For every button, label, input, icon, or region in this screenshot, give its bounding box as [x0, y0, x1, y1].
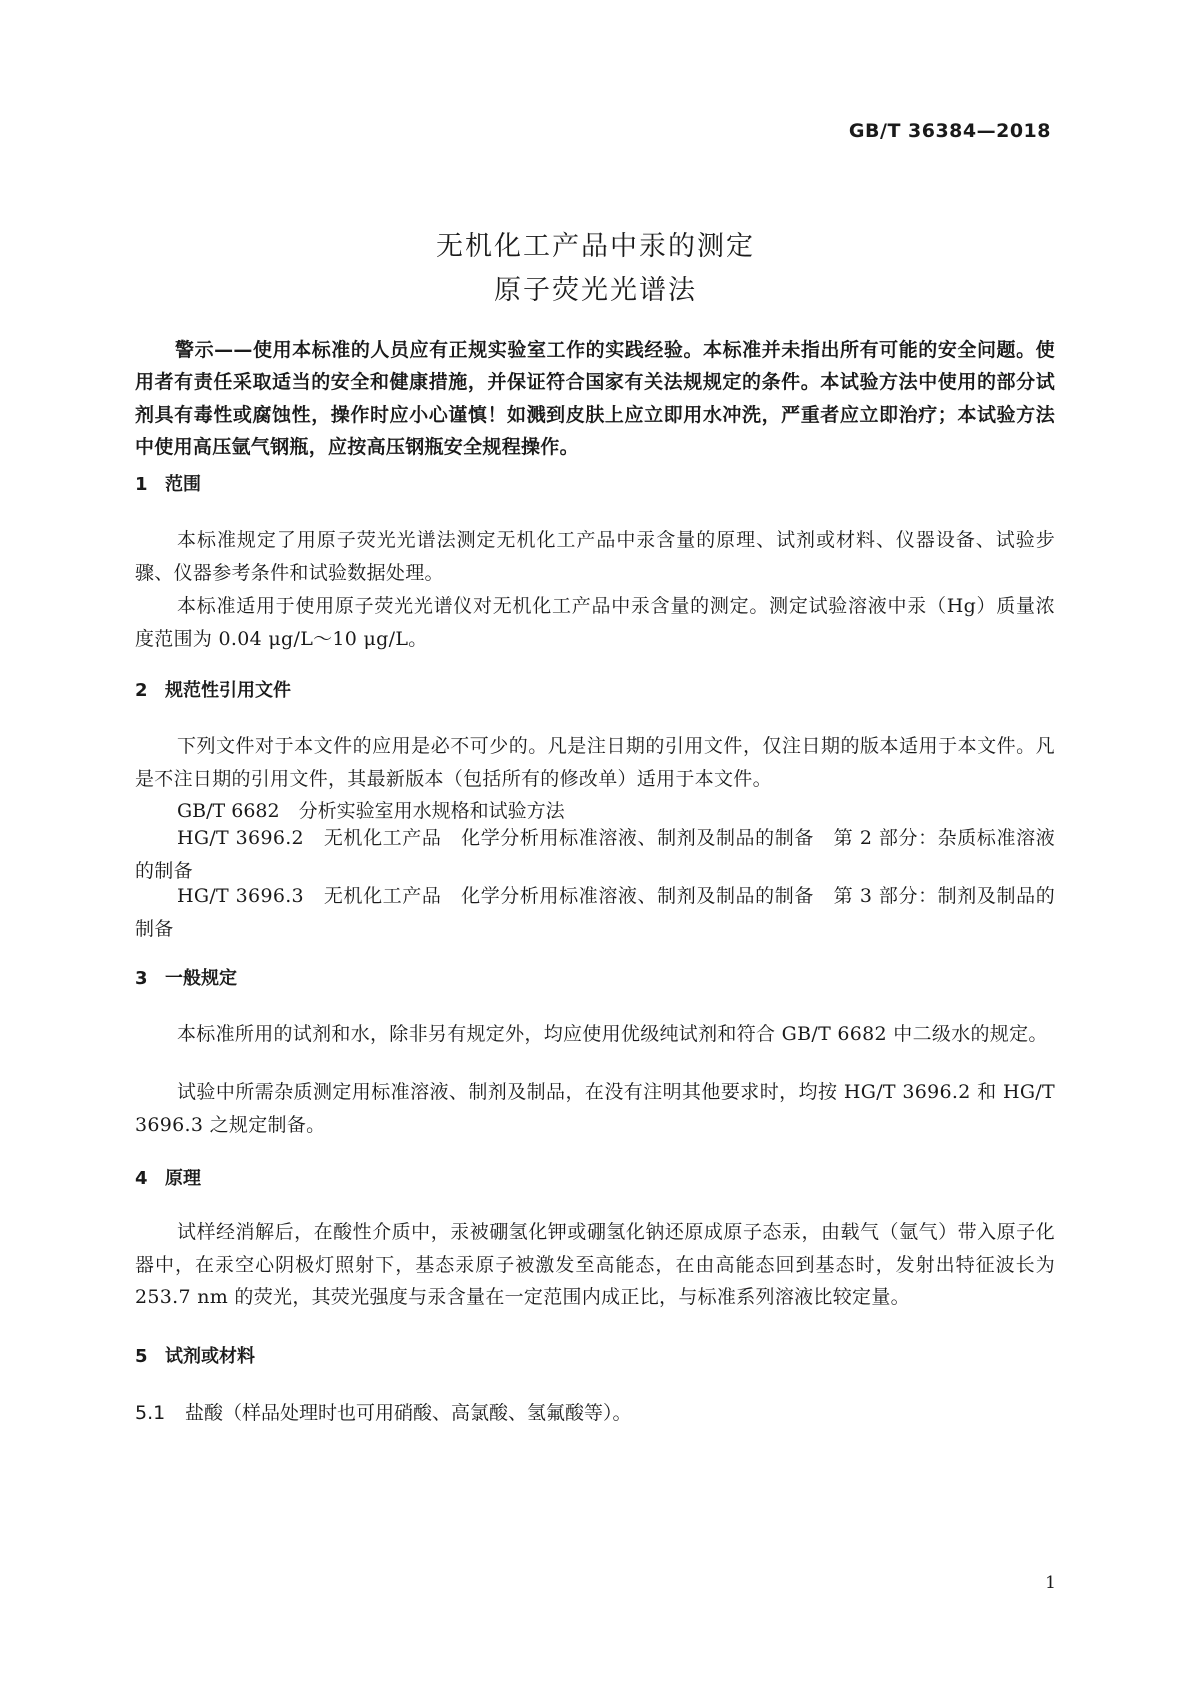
section-4-paragraph-1: 试样经消解后，在酸性介质中，汞被硼氢化钾或硼氢化钠还原成原子态汞，由载气（氩气）带入原子化器中，在汞空心阴极灯照射下，基态汞原子被激发至高能态，在由高能态回到基态时，发射出特征波长为 253.7 nm 的荧光，其荧光强度与汞含量在一定范围内成正比，与标准系列溶液比较定量。 — [135, 1221, 1055, 1308]
clause-text: 盐酸（样品处理时也可用硝酸、高氯酸、氢氟酸等）。 — [185, 1402, 632, 1424]
section-3-paragraph-2: 试验中所需杂质测定用标准溶液、制剂及制品，在没有注明其他要求时，均按 HG/T 3696.2 和 HG/T 3696.3 之规定制备。 — [135, 1081, 1055, 1136]
section-3-paragraph-1: 本标准所用的试剂和水，除非另有规定外，均应使用优级纯试剂和符合 GB/T 6682 中二级水的规定。 — [177, 1023, 1048, 1045]
section-1-paragraph-1: 本标准规定了用原子荧光光谱法测定无机化工产品中汞含量的原理、试剂或材料、仪器设备、试验步骤、仪器参考条件和试验数据处理。 — [135, 529, 1055, 584]
section-title: 范围 — [165, 474, 201, 495]
reference-gbt-6682: GB/T 6682 分析实验室用水规格和试验方法 — [177, 800, 565, 822]
reference-hgt-3696-3: HG/T 3696.3 无机化工产品 化学分析用标准溶液、制剂及制品的制备 第 3 部分：制剂及制品的制备 — [135, 885, 1055, 940]
section-title: 试剂或材料 — [165, 1346, 255, 1367]
document-title: 无机化工产品中汞的测定 — [436, 231, 755, 262]
section-4-heading — [135, 1164, 201, 1190]
section-5-heading — [135, 1342, 255, 1368]
section-title: 一般规定 — [165, 968, 237, 989]
page-number: 1 — [1045, 1573, 1056, 1593]
reference-hgt-3696-2: HG/T 3696.2 无机化工产品 化学分析用标准溶液、制剂及制品的制备 第 2 部分：杂质标准溶液的制备 — [135, 827, 1055, 882]
section-number: 1 — [135, 474, 148, 495]
clause-number: 5.1 — [135, 1402, 166, 1424]
document-subtitle: 原子荧光光谱法 — [494, 275, 697, 306]
warning-paragraph: 警示——使用本标准的人员应有正规实验室工作的实践经验。本标准并未指出所有可能的安全问题。使用者有责任采取适当的安全和健康措施，并保证符合国家有关法规规定的条件。本试验方法中使用的部分试剂具有毒性或腐蚀性，操作时应小心谨慎！如溅到皮肤上应立即用水冲洗，严重者应立即治疗；本试验方法中使用高压氩气钢瓶，应按高压钢瓶安全规程操作。 — [135, 339, 1055, 458]
standard-code: GB/T 36384—2018 — [848, 120, 1051, 142]
section-1-paragraph-2: 本标准适用于使用原子荧光光谱仪对无机化工产品中汞含量的测定。测定试验溶液中汞（Hg）质量浓度范围为 0.04 μg/L～10 μg/L。 — [135, 595, 1055, 650]
section-2-heading — [135, 676, 291, 702]
section-title: 原理 — [165, 1168, 201, 1189]
section-title: 规范性引用文件 — [165, 680, 291, 701]
section-3-heading — [135, 964, 237, 990]
section-number: 5 — [135, 1346, 148, 1367]
section-number: 2 — [135, 680, 148, 701]
section-1-heading — [135, 470, 201, 496]
clause-5-1 — [135, 1398, 632, 1425]
section-2-paragraph-1: 下列文件对于本文件的应用是必不可少的。凡是注日期的引用文件，仅注日期的版本适用于本文件。凡是不注日期的引用文件，其最新版本（包括所有的修改单）适用于本文件。 — [135, 735, 1055, 790]
section-number: 4 — [135, 1168, 148, 1189]
section-number: 3 — [135, 968, 148, 989]
